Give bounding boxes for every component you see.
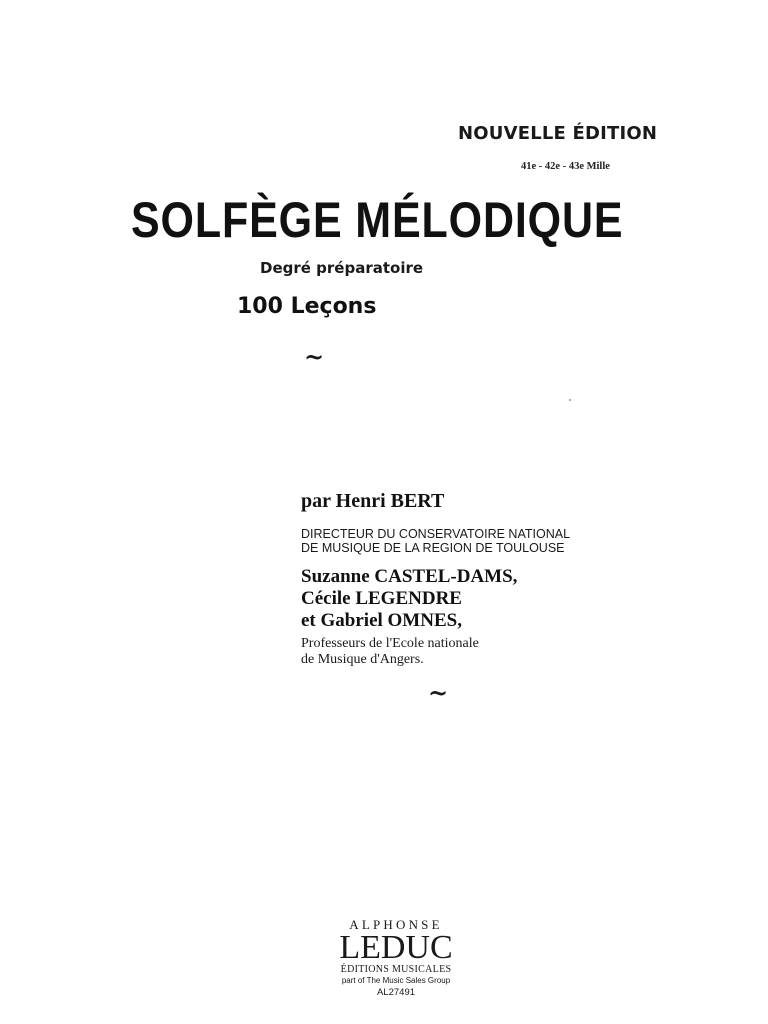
catalog-number: AL27491 (376, 987, 416, 998)
publisher-logo (332, 917, 460, 999)
lesson-count: 100 Leçons (237, 294, 377, 319)
edition-label: NOUVELLE ÉDITION (458, 123, 658, 144)
coauthor-affiliation (301, 636, 479, 668)
coauthor-name: Cécile LEGENDRE (301, 588, 462, 609)
coauthor-list (301, 566, 517, 632)
coauthor-name: et Gabriel OMNES, (301, 610, 462, 631)
publisher-subtitle: ÉDITIONS MUSICALES (340, 964, 452, 975)
book-title: SOLFÈGE MÉLODIQUE (131, 192, 624, 248)
coauthor-name: Suzanne CASTEL-DAMS, (301, 566, 518, 587)
author-title-line: DE MUSIQUE DE LA REGION DE TOULOUSE (301, 541, 565, 555)
author-title-line: DIRECTEUR DU CONSERVATOIRE NATIONAL (301, 527, 571, 541)
grade-level: Degré préparatoire (260, 259, 424, 277)
ornament-separator: ~ (428, 678, 449, 707)
publisher-name: LEDUC (339, 929, 453, 966)
author-title (301, 527, 570, 555)
ornament-separator: ~ (304, 342, 325, 371)
affiliation-line: de Musique d'Angers. (301, 652, 424, 667)
print-speck (569, 399, 571, 401)
affiliation-line: Professeurs de l'Ecole nationale (301, 636, 479, 651)
printing-thousands: 41e - 42e - 43e Mille (521, 161, 610, 172)
publisher-group: part of The Music Sales Group (341, 976, 451, 985)
publisher-first-name: ALPHONSE (349, 917, 443, 932)
author-line: par Henri BERT (301, 490, 445, 512)
